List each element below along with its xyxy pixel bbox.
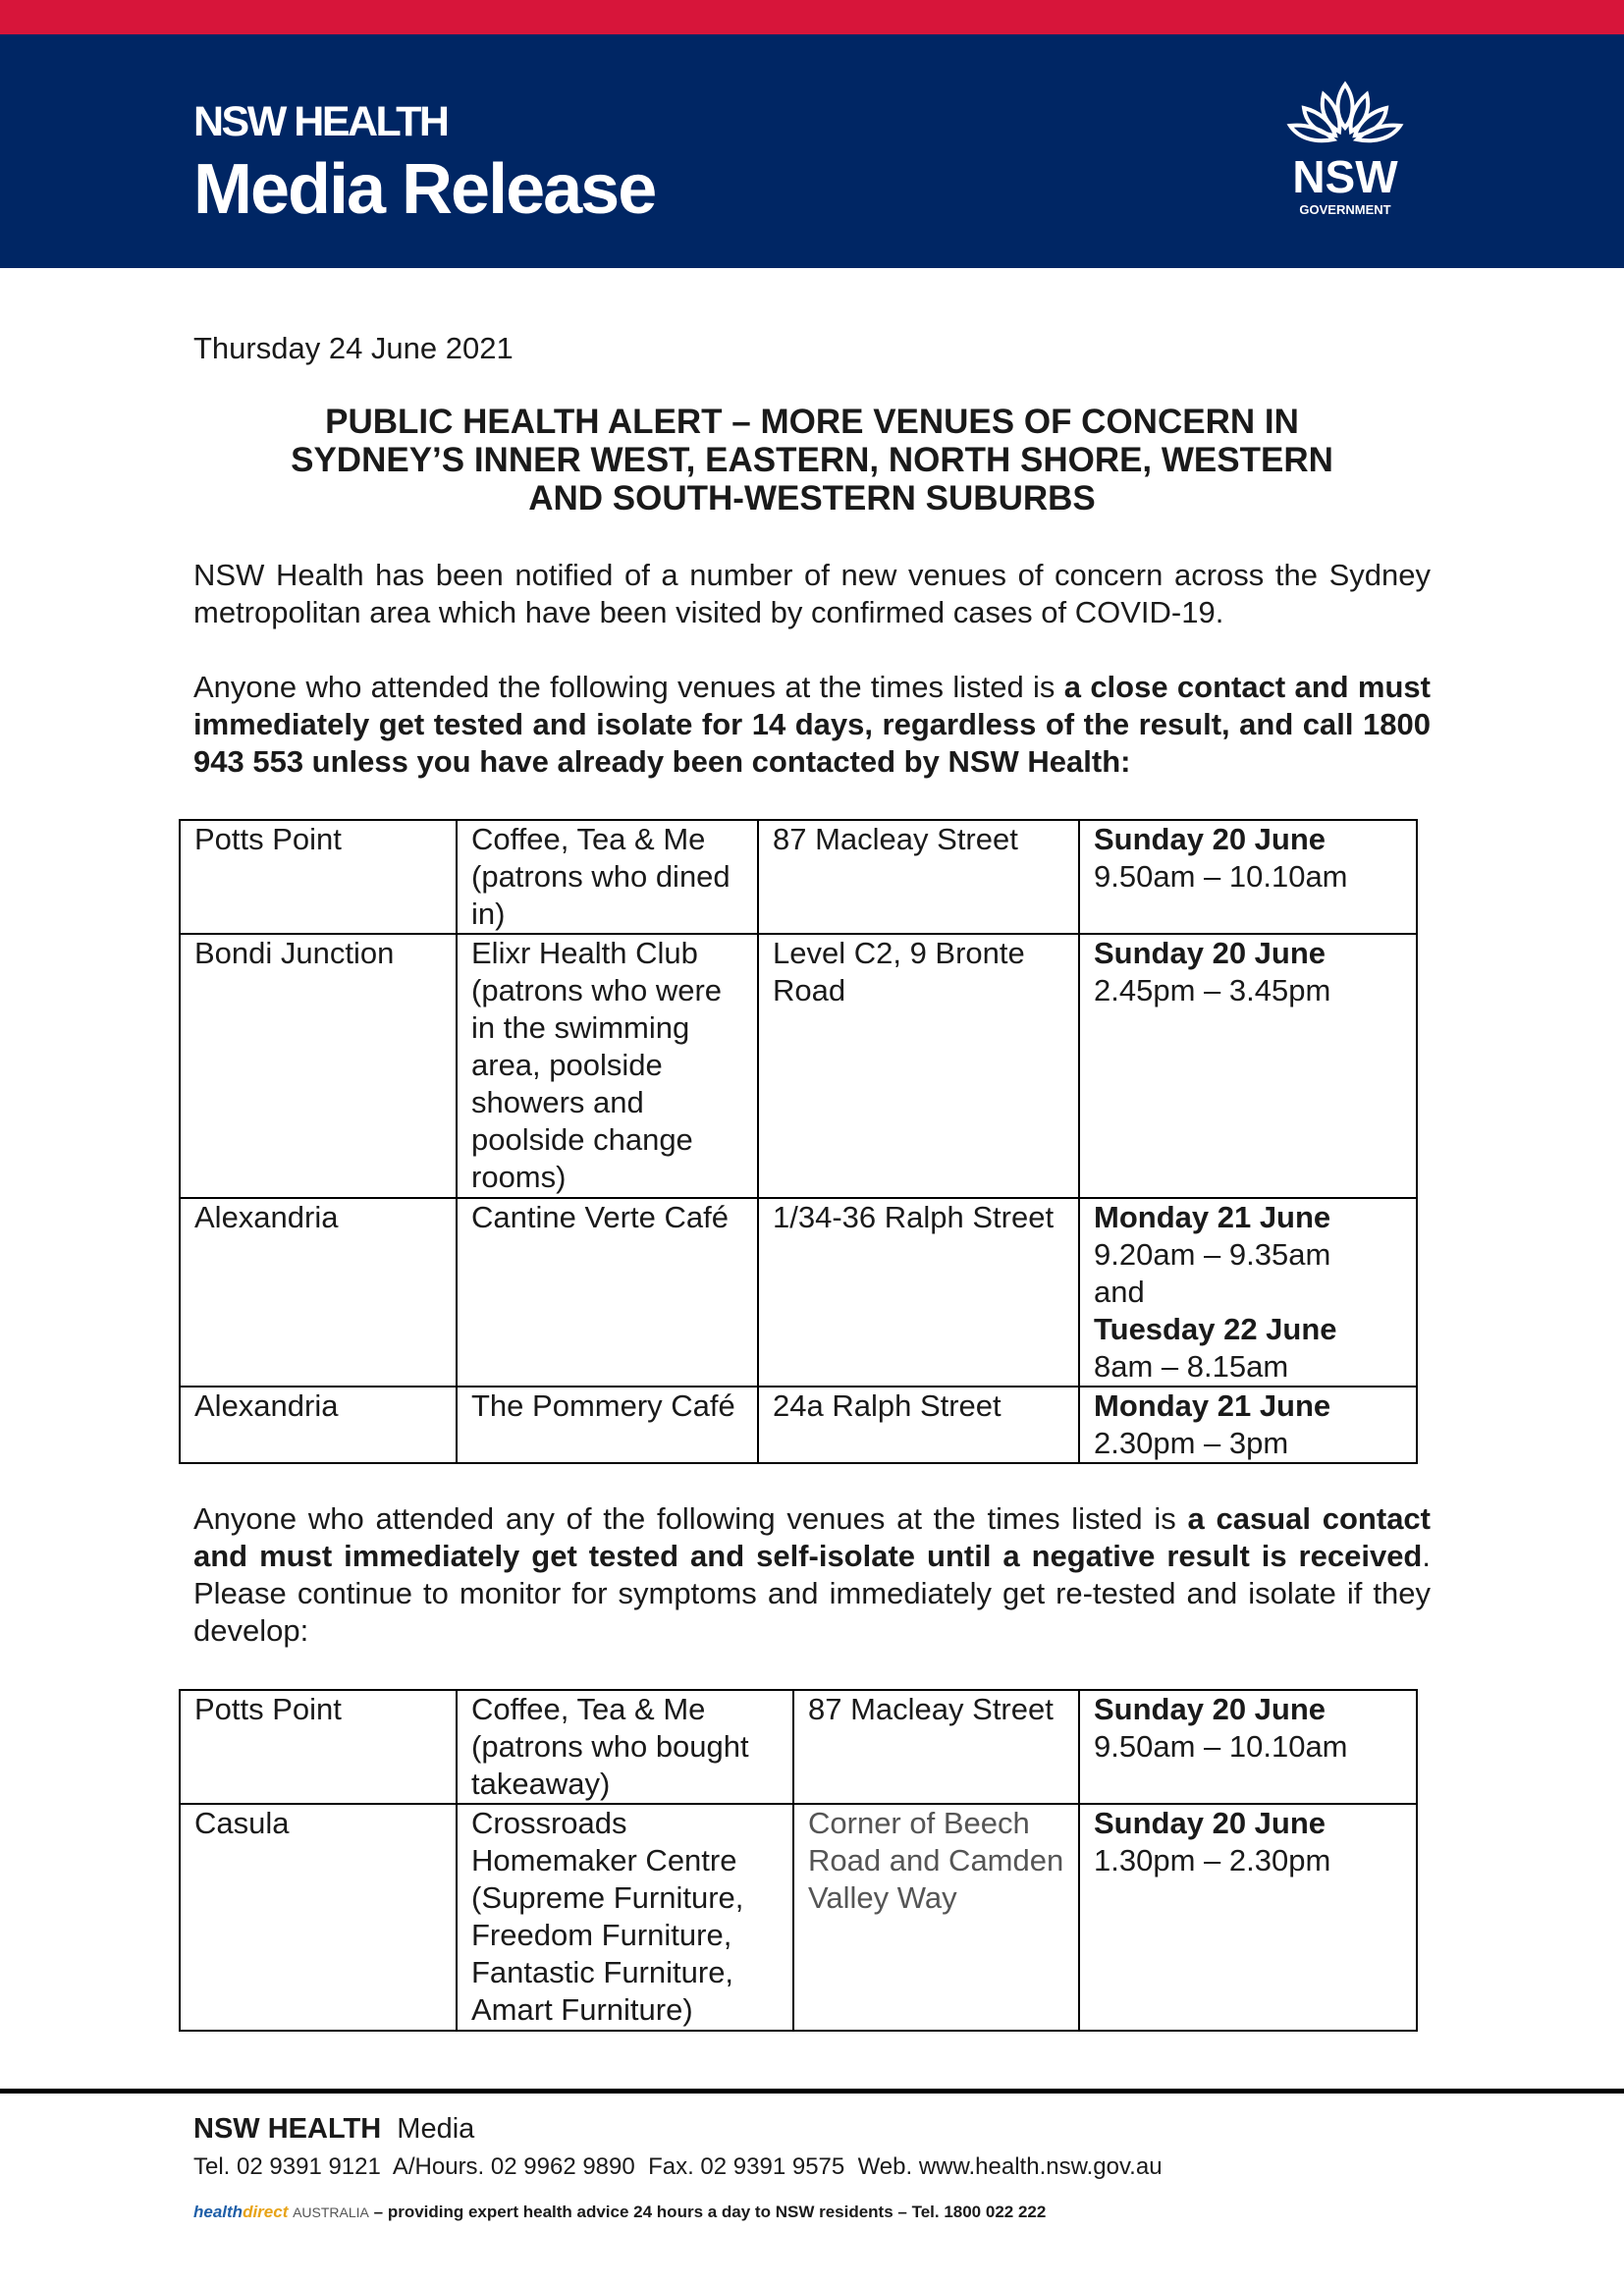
tel-label: Tel. [193,2153,231,2180]
website-link[interactable]: www.health.nsw.gov.au [918,2153,1163,2180]
visit-time: 9.50am – 10.10am [1094,859,1348,894]
fax-label: Fax. [648,2153,694,2180]
address-cell: Level C2, 9 Bronte Road [758,934,1079,1198]
venue-cell: Coffee, Tea & Me (patrons who dined in) [457,820,758,934]
date-time-cell [1079,1198,1417,1387]
headline [157,403,1467,517]
visit-date: Monday 21 June [1094,1200,1331,1234]
visit-time: 1.30pm – 2.30pm [1094,1843,1331,1877]
waratah-icon [1290,84,1400,140]
visit-time: 2.30pm – 3pm [1094,1426,1289,1460]
venue-cell: Coffee, Tea & Me (patrons who bought takeaway) [457,1690,793,1804]
venue-cell: Elixr Health Club (patrons who were in the swimming area, poolside showers and poolside change rooms) [457,934,758,1198]
visit-date: Sunday 20 June [1094,1692,1326,1726]
table-row [180,1804,1417,2031]
suburb-cell: Casula [180,1804,457,2031]
tel-number[interactable]: 02 9391 9121 [237,2153,381,2180]
date-time-cell [1079,1804,1417,2031]
headline-line: AND SOUTH-WESTERN SUBURBS [528,479,1096,517]
close-contact-bold: a close contact and must immediately get tested and isolate for 14 days, regardless of the result, and call 1800 943 553 unless you have already been contacted by NSW Health: [193,670,1431,779]
visit-date: Sunday 20 June [1094,822,1326,856]
fax-number: 02 9391 9575 [700,2153,845,2180]
visit-time: 9.50am – 10.10am [1094,1729,1348,1764]
suburb-cell: Potts Point [180,820,457,934]
address-cell: 24a Ralph Street [758,1387,1079,1463]
headline-line: SYDNEY’S INNER WEST, EASTERN, NORTH SHORE, WESTERN [291,441,1333,479]
table-row [180,820,1417,934]
healthdirect-text: – providing expert health advice 24 hours a day to NSW residents – Tel. 1800 022 222 [373,2203,1047,2221]
casual-contact-bold: a casual contact and must immediately get tested and self-isolate until a negative result is received [193,1501,1431,1573]
visit-date: Sunday 20 June [1094,1806,1326,1840]
suburb-cell: Alexandria [180,1198,457,1387]
footer-title [193,2113,474,2146]
date-time-cell [1079,1387,1417,1463]
table-row [180,934,1417,1198]
footer-divider [0,2089,1624,2094]
table-row [180,1198,1417,1387]
logo-government: GOVERNMENT [1299,202,1391,217]
address-cell: Corner of Beech Road and Camden Valley Way [793,1804,1079,2031]
visit-date: Sunday 20 June [1094,936,1326,970]
after-hours-label: A/Hours. [392,2153,485,2180]
address-cell: 1/34-36 Ralph Street [758,1198,1079,1387]
table-row [180,1387,1417,1463]
top-red-bar [0,0,1624,34]
header-title: Media Release [193,150,656,229]
close-contact-table-body [180,820,1417,1463]
visit-time: 8am – 8.15am [1094,1349,1289,1384]
footer-contacts [193,2153,1163,2181]
intro-paragraph: NSW Health has been notified of a number of new venues of concern across the Sydney metropolitan area which have been visited by confirmed cases of COVID-19. [193,558,1431,629]
venue-cell: Cantine Verte Café [457,1198,758,1387]
nsw-government-logo [1276,77,1414,224]
date-time-cell [1079,1690,1417,1804]
header-subtitle: NSW HEALTH [193,98,448,145]
logo-wordmark: NSW [1292,151,1398,202]
web-label: Web. [857,2153,913,2180]
casual-contact-text: Anyone who attended any of the following venues at the times listed is [193,1501,1188,1536]
date-time-cell [1079,820,1417,934]
table-row [180,1690,1417,1804]
healthdirect-logo: health [193,2203,244,2221]
visit-date: Tuesday 22 June [1094,1312,1337,1346]
date-joiner: and [1094,1275,1145,1309]
casual-contact-paragraph [193,1500,1431,1650]
address-cell: 87 Macleay Street [758,820,1079,934]
after-hours-number[interactable]: 02 9962 9890 [490,2153,635,2180]
suburb-cell: Potts Point [180,1690,457,1804]
date-time-cell [1079,934,1417,1198]
casual-contact-text-2: . Please continue to monitor for symptoms and immediately get re-tested and isolate if they develop: [193,1539,1431,1648]
close-contact-text: Anyone who attended the following venues at the times listed is [193,670,1064,704]
venue-cell: Crossroads Homemaker Centre (Supreme Furniture, Freedom Furniture, Fantastic Furniture, Amart Furniture) [457,1804,793,2031]
headline-line: PUBLIC HEALTH ALERT – MORE VENUES OF CONCERN IN [325,403,1299,441]
casual-contact-table-body [180,1690,1417,2031]
healthdirect-line [193,2203,1046,2222]
close-contact-paragraph [193,669,1431,781]
suburb-cell: Alexandria [180,1387,457,1463]
visit-date: Monday 21 June [1094,1388,1331,1423]
visit-time: 2.45pm – 3.45pm [1094,973,1331,1007]
casual-contact-table [179,1689,1418,2032]
close-contact-table [179,819,1418,1464]
footer-org: NSW HEALTH [193,2113,382,2145]
release-date: Thursday 24 June 2021 [193,331,514,365]
healthdirect-australia: AUSTRALIA [293,2204,369,2220]
healthdirect-logo-2: direct [243,2203,289,2221]
address-cell: 87 Macleay Street [793,1690,1079,1804]
footer-media: Media [397,2113,475,2145]
visit-time: 9.20am – 9.35am [1094,1237,1331,1272]
venue-cell: The Pommery Café [457,1387,758,1463]
suburb-cell: Bondi Junction [180,934,457,1198]
